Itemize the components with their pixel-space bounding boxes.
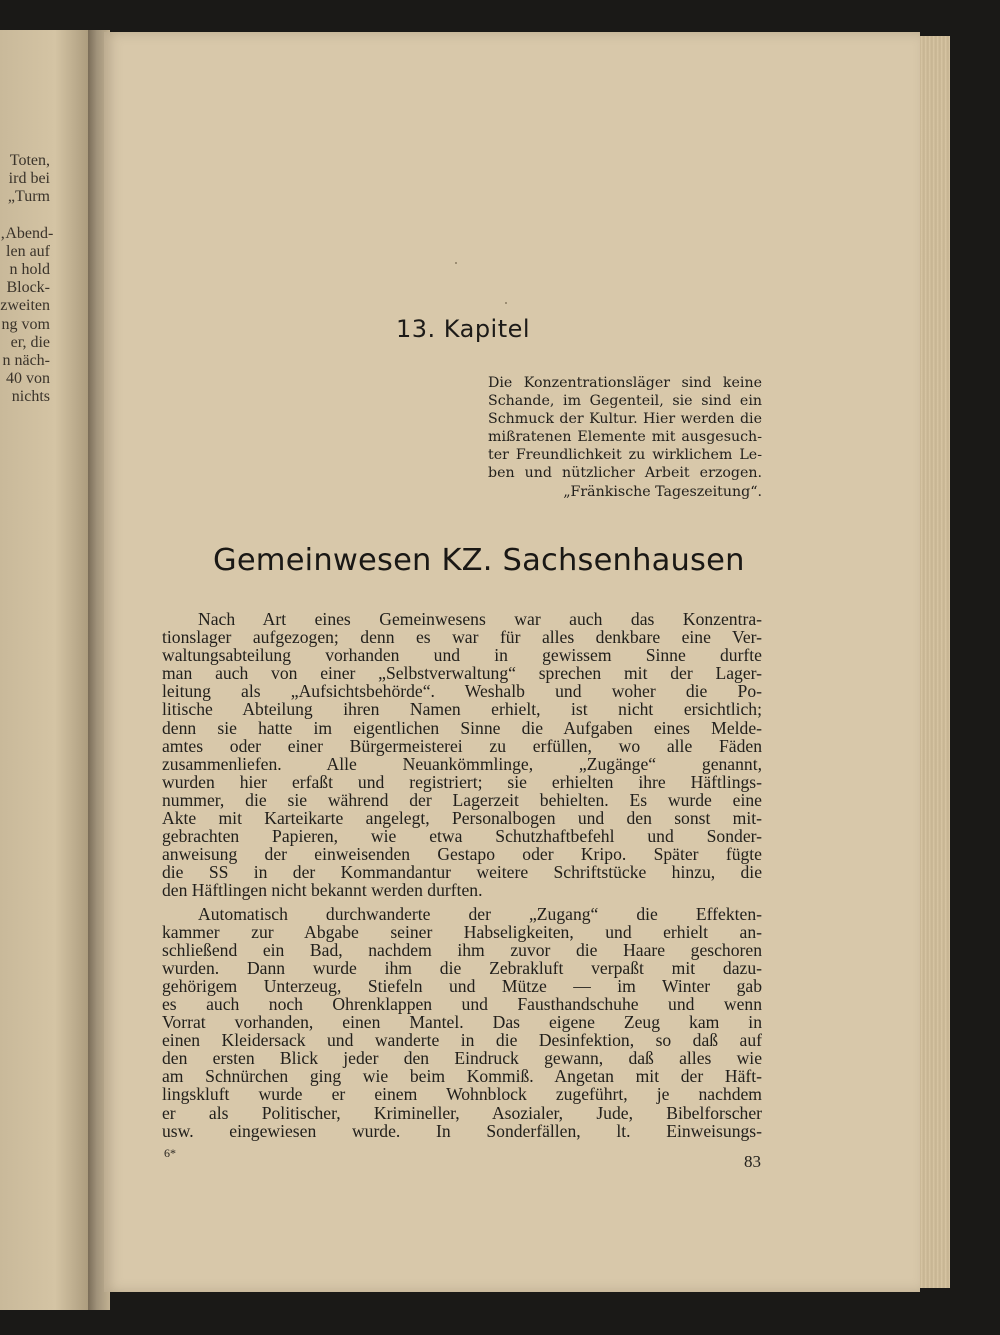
left-line: Toten, [9, 152, 50, 169]
body-text [162, 610, 762, 1140]
paragraph-1 [162, 610, 762, 900]
text-line: Nach Art eines Gemeinwesens war auch das Konzentra- [198, 609, 762, 629]
signature-mark: 6* [164, 1146, 176, 1160]
text-line: wurden hier erfaßt und registriert; sie erhielten ihre Häftlings- [162, 771, 762, 792]
text-line: Automatisch durchwanderte der „Zugang“ die Effekten- [198, 903, 762, 924]
paragraph-2 [162, 905, 762, 1140]
text-line: lingskluft wurde er einem Wohnblock zugeführt, je nachdem [162, 1084, 762, 1105]
text-line: kammer zur Abgabe seiner Habseligkeiten, und erhielt an- [162, 921, 762, 942]
paper-speck [505, 302, 507, 304]
paper-speck [455, 262, 457, 264]
left-line: „Turm [7, 188, 50, 206]
left-line: len auf [6, 242, 50, 260]
text-line: man auch von einer „Selbstverwaltung“ sprechen mit der Lager- [162, 663, 762, 684]
epigraph-line: mißratenen Elemente mit ausgesuch- [488, 429, 762, 446]
epigraph [488, 374, 762, 501]
text-line: die SS in der Kommandantur weitere Schriftstücke hinzu, die [162, 862, 762, 883]
left-line: ng vom [1, 315, 50, 333]
left-line: ег, die [10, 333, 50, 351]
left-line: n hold [9, 261, 50, 279]
text-line: anweisung der einweisenden Gestapo oder Kripo. Später fügte [162, 844, 762, 865]
page-edges [918, 36, 950, 1288]
text-line: waltungsabteilung vorhanden und in gewissem Sinne durfte [162, 645, 762, 666]
text-line: wurden. Dann wurde ihm die Zebrakluft verpaßt mit dazu- [162, 957, 762, 978]
left-line: nichts [11, 388, 50, 406]
text-line: gebrachten Papieren, wie etwa Schutzhaftbefehl und Sonder- [162, 826, 762, 847]
text-line: zusammenliefen. Alle Neuankömmlinge, „Zugänge“ genannt, [162, 753, 762, 774]
left-line-gap [0, 207, 50, 225]
epigraph-line: Schande, im Gegenteil, sie sind ein [488, 393, 762, 410]
text-line: Vorrat vorhanden, einen Mantel. Das eigene Zeug kam in [162, 1012, 762, 1033]
left-line: 40 von [6, 370, 50, 388]
text-line: gehörigem Unterzeug, Stiefeln und Mütze — im Winter gab [162, 975, 762, 996]
page-number: 83 [744, 1152, 761, 1171]
text-line: litische Abteilung ihren Namen erhielt, ist nicht ersichtlich; [162, 699, 762, 720]
epigraph-line: Schmuck der Kultur. Hier werden die [488, 411, 762, 428]
text-line: Akte mit Karteikarte angelegt, Personalbogen und den sonst mit- [162, 808, 762, 829]
text-line: es auch noch Ohrenklappen und Fausthandschuhe und wenn [162, 993, 762, 1014]
chapter-heading: 13. Kapitel [396, 315, 531, 343]
text-line: den ersten Blick jeder den Eindruck gewann, daß alles wie [162, 1048, 762, 1069]
text-line: tionslager aufgezogen; denn es war für alles denkbare eine Ver- [162, 627, 762, 648]
left-page-fragment [0, 30, 92, 1310]
text-line: nummer, die sie während der Lagerzeit behielten. Es wurde eine [162, 789, 762, 810]
left-line: zweiten [0, 297, 50, 315]
text-line: denn sie hatte im eigentlichen Sinne die Aufgaben eines Melde- [162, 717, 762, 738]
text-line: er als Politischer, Krimineller, Asozialer, Jude, Bibelforscher [162, 1102, 762, 1123]
text-line: leitung als „Aufsichtsbehörde“. Weshalb und woher die Po- [162, 681, 762, 702]
epigraph-source: „Fränkische Tageszeitung“. [563, 483, 762, 500]
section-title: Gemeinwesen KZ. Sachsenhausen [213, 543, 745, 578]
left-line: n näch- [2, 352, 50, 370]
epigraph-line: Die Konzentrationsläger sind keine [488, 375, 762, 391]
left-page-text [0, 152, 54, 407]
text-line: usw. eingewiesen wurde. In Sonderfällen, lt. Einweisungs- [162, 1120, 762, 1141]
left-line: ‚Abend- [0, 224, 54, 242]
epigraph-line: ter Freundlichkeit zu wirklichem Le- [488, 447, 762, 464]
text-line: schließend ein Bad, nachdem ihm zuvor die Haare geschoren [162, 939, 762, 960]
text-line: einen Kleidersack und wanderte in die Desinfektion, so daß auf [162, 1030, 762, 1051]
text-line: am Schnürchen ging wie beim Kommiß. Angetan mit der Häft- [162, 1066, 762, 1087]
left-line: ird bei [8, 170, 50, 188]
text-line: amtes oder einer Bürgermeisterei zu erfüllen, wo alle Fäden [162, 735, 762, 756]
epigraph-line: ben und nützlicher Arbeit erzogen. [488, 465, 762, 482]
left-line: Block- [6, 279, 50, 297]
text-line: den Häftlingen nicht bekannt werden durften. [162, 880, 483, 901]
